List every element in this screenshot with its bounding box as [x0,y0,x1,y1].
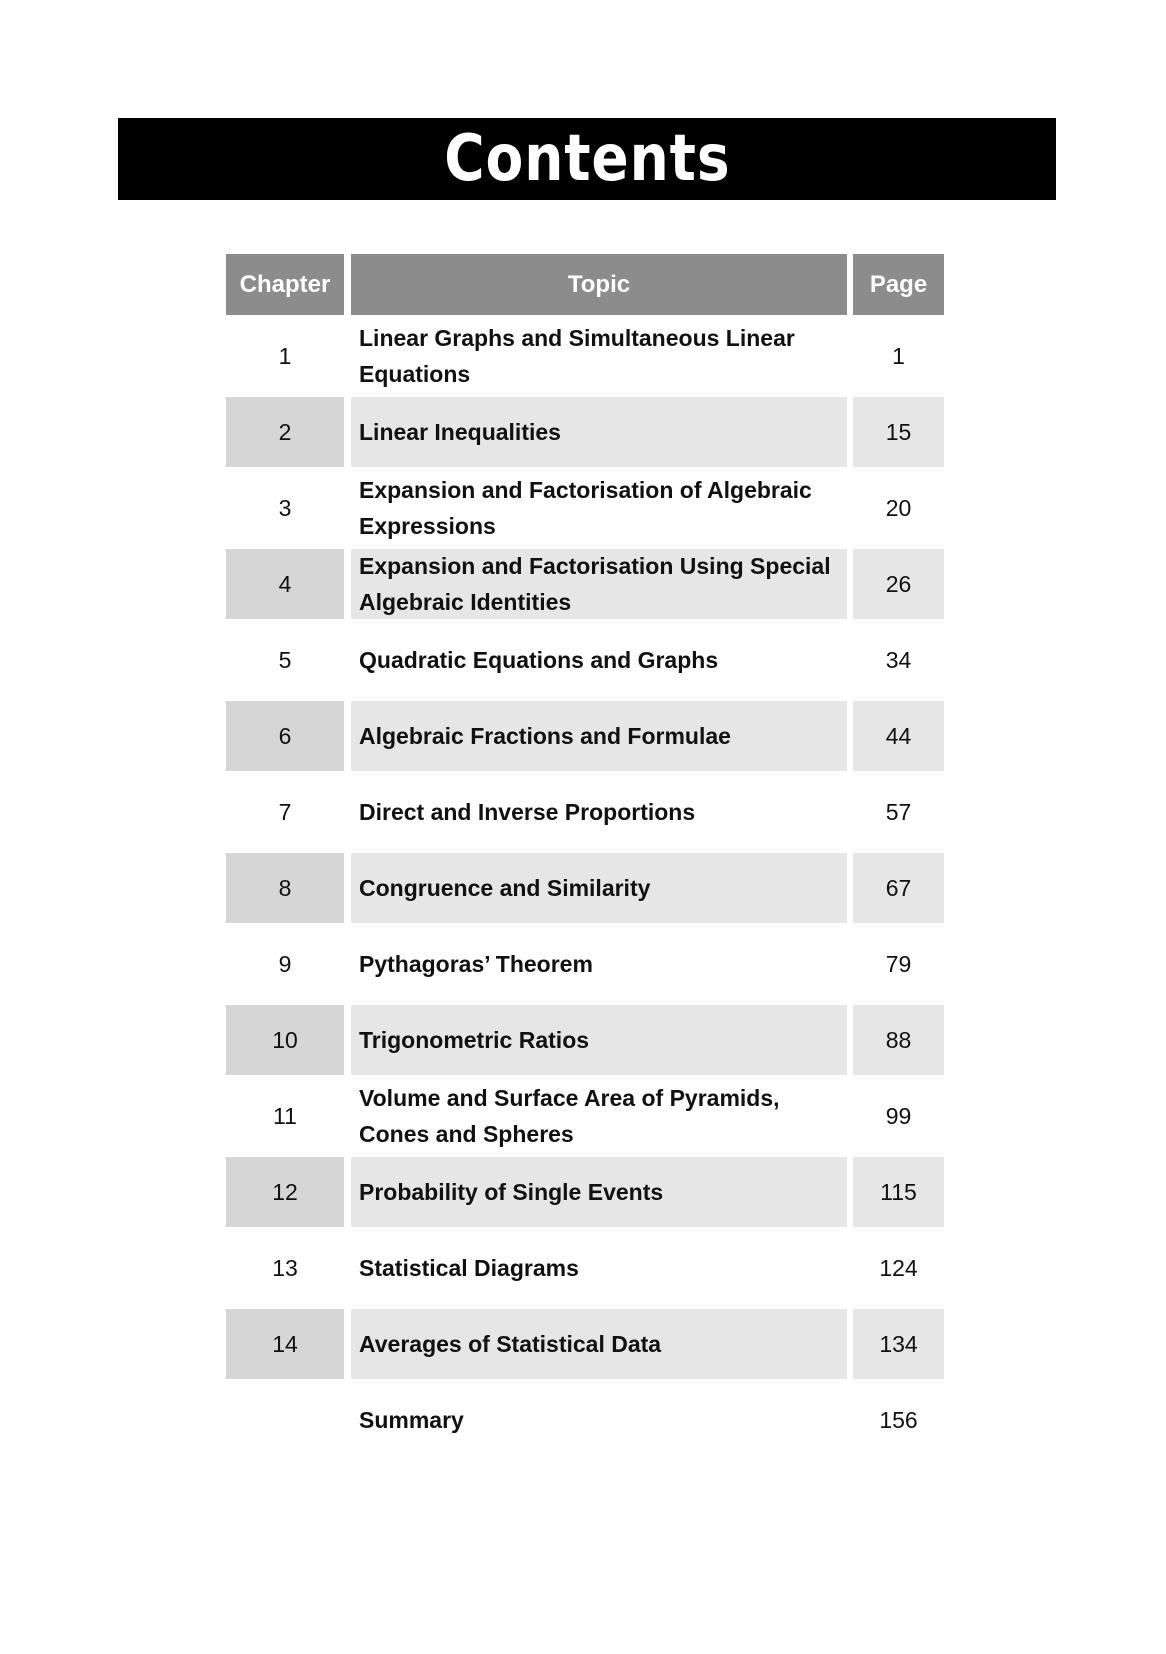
chapter-number: 8 [226,853,344,923]
topic-title: Volume and Surface Area of Pyramids, Cones and Spheres [359,1085,780,1147]
table-row [226,397,944,467]
chapter-number: 7 [278,798,292,825]
table-row [226,929,944,999]
topic-title: Expansion and Factorisation Using Special Algebraic Identities [351,549,847,619]
page-number: 79 [885,950,912,977]
topic-title: Averages of Statistical Data [351,1309,847,1379]
chapter-number: 3 [278,494,292,521]
page-number: 34 [885,646,912,673]
page-number: 88 [853,1005,944,1075]
chapter-number: 13 [272,1254,298,1281]
table-row [226,1233,944,1303]
table-header-row [226,254,944,315]
page-column-header: Page [853,254,944,315]
page-title: Contents [443,122,731,196]
table-row [226,1081,944,1151]
page-number: 99 [885,1102,912,1129]
topic-title: Algebraic Fractions and Formulae [351,701,847,771]
chapter-number: 4 [226,549,344,619]
contents-table [226,254,944,1461]
topic-title: Linear Inequalities [351,397,847,467]
topic-title: Linear Graphs and Simultaneous Linear Equations [359,325,795,387]
title-banner [118,118,1056,200]
chapter-column-header: Chapter [226,254,344,315]
chapter-number: 5 [278,646,292,673]
table-row [226,1157,944,1227]
chapter-number: 10 [226,1005,344,1075]
chapter-number: 12 [226,1157,344,1227]
table-row [226,1005,944,1075]
chapter-number: 1 [278,342,292,369]
table-row [226,625,944,695]
topic-title: Probability of Single Events [351,1157,847,1227]
topic-column-header: Topic [351,254,847,315]
chapter-number: 9 [278,950,292,977]
topic-title: Summary [359,1407,464,1433]
table-row [226,473,944,543]
page-number: 124 [879,1254,918,1281]
topic-title: Direct and Inverse Proportions [359,799,696,825]
topic-title: Trigonometric Ratios [351,1005,847,1075]
page-number: 44 [853,701,944,771]
table-row [226,1385,944,1455]
topic-title: Statistical Diagrams [359,1255,579,1281]
chapter-number: 6 [226,701,344,771]
chapter-number: 2 [226,397,344,467]
table-row [226,853,944,923]
topic-title: Quadratic Equations and Graphs [359,647,719,673]
chapter-number [226,1385,344,1455]
topic-title: Pythagoras’ Theorem [359,951,593,977]
topic-title: Expansion and Factorisation of Algebraic Expressions [359,477,812,539]
page-number: 26 [853,549,944,619]
page-number: 156 [879,1406,918,1433]
page-number: 15 [853,397,944,467]
table-row [226,549,944,619]
page-number: 134 [853,1309,944,1379]
table-row [226,1309,944,1379]
page-number: 115 [853,1157,944,1227]
table-row [226,321,944,391]
page-number: 20 [885,494,912,521]
page-number: 57 [885,798,912,825]
chapter-number: 14 [226,1309,344,1379]
topic-title: Congruence and Similarity [351,853,847,923]
page-number: 1 [892,342,905,369]
table-row [226,777,944,847]
page-number: 67 [853,853,944,923]
table-row [226,701,944,771]
chapter-number: 11 [273,1102,297,1129]
